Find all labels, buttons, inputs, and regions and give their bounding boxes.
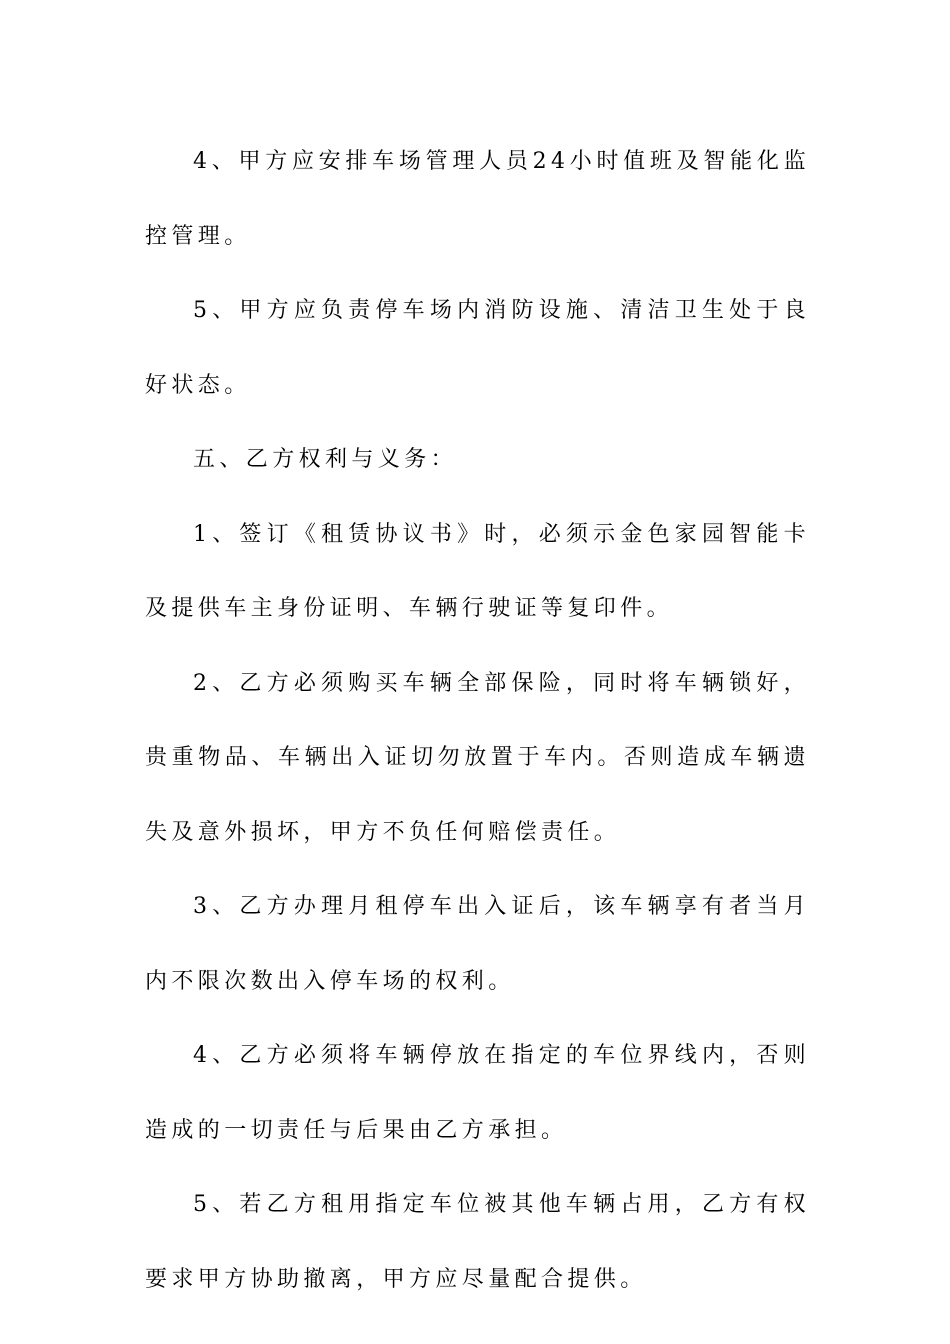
paragraph-party-b-item-2: 2、乙方必须购买车辆全部保险，同时将车辆锁好，贵重物品、车辆出入证切勿放置于车内。否则造成车辆遗失及意外损坏，甲方不负任何赔偿责任。	[145, 670, 810, 845]
paragraph-party-a-item-4: 4、甲方应安排车场管理人员24小时值班及智能化监控管理。	[145, 149, 810, 249]
paragraph-party-b-item-3: 3、乙方办理月租停车出入证后，该车辆享有者当月内不限次数出入停车场的权利。	[145, 894, 810, 994]
paragraph-party-b-item-4: 4、乙方必须将车辆停放在指定的车位界线内，否则造成的一切责任与后果由乙方承担。	[145, 1043, 810, 1143]
section-heading-party-b: 五、乙方权利与义务：	[193, 447, 458, 472]
document-body	[145, 125, 810, 1317]
paragraph-party-a-item-5: 5、甲方应负责停车场内消防设施、清洁卫生处于良好状态。	[145, 298, 810, 398]
paragraph-party-b-item-1: 1、签订《租赁协议书》时，必须示金色家园智能卡及提供车主身份证明、车辆行驶证等复印件。	[145, 521, 810, 621]
paragraph-party-b-item-5: 5、若乙方租用指定车位被其他车辆占用，乙方有权要求甲方协助撤离，甲方应尽量配合提供。	[145, 1192, 810, 1292]
